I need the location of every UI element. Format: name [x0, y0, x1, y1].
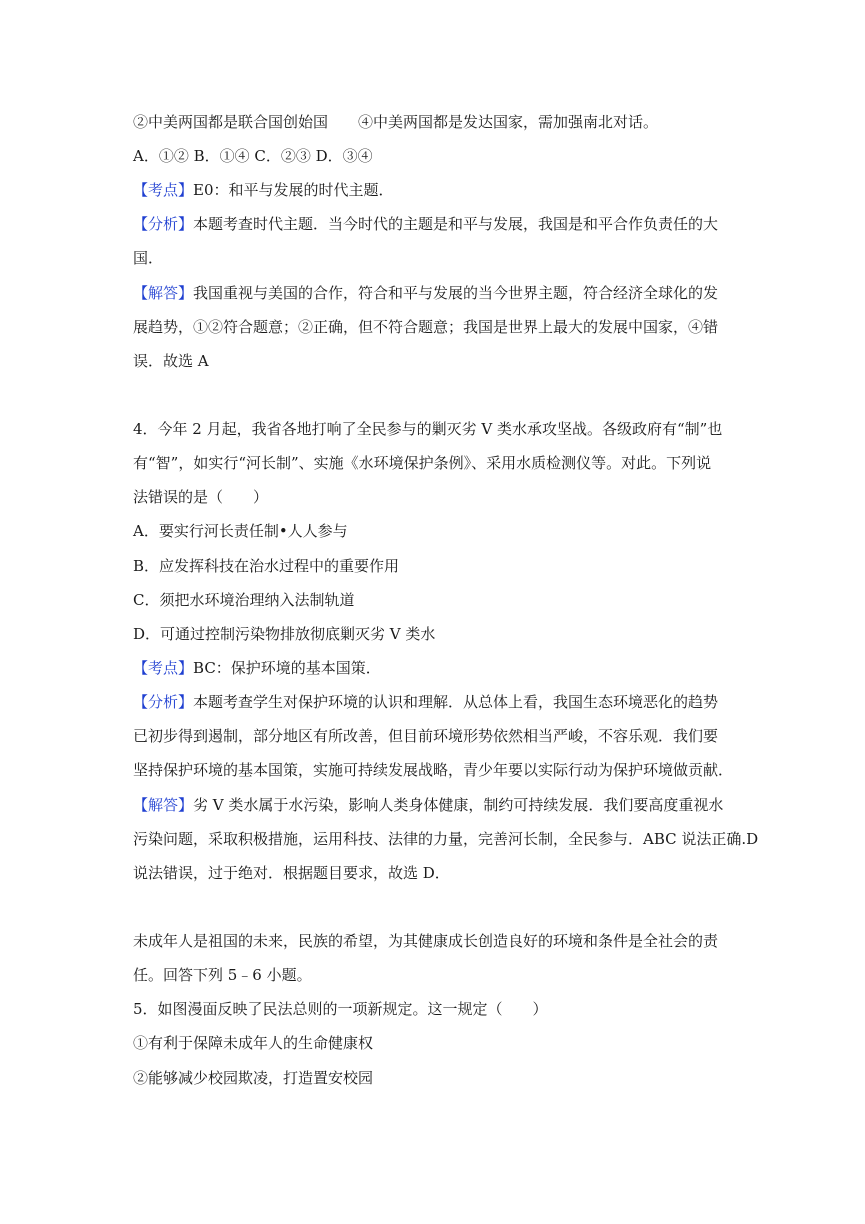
fenxi-tag: 【分析】 [133, 215, 194, 233]
intro-line-1: 未成年人是祖国的未来，民族的希望，为其健康成长创造良好的环境和条件是全社会的责 [133, 932, 719, 950]
fenxi-tag: 【分析】 [133, 693, 194, 711]
q4-option-b: B．应发挥科技在治水过程中的重要作用 [133, 557, 400, 575]
q4-fenxi-cont-2: 坚持保护环境的基本国策，实施可持续发展战略，青少年要以实际行动为保护环境做贡献． [133, 761, 734, 779]
q5-stem: 5．如图漫面反映了民法总则的一项新规定。这一规定（ ） [133, 1000, 548, 1018]
q4-option-d: D．可通过控制污染物排放彻底剿灭劣 V 类水 [133, 625, 436, 643]
kaodian-text: BC：保护环境的基本国策． [193, 659, 381, 677]
q3-item-4: ④中美两国都是发达国家，需加强南北对话。 [358, 113, 659, 131]
jieda-text: 我国重视与美国的合作，符合和平与发展的当今世界主题，符合经济全球化的发 [193, 284, 719, 302]
q5-item-2: ②能够减少校园欺凌，打造置安校园 [133, 1069, 374, 1087]
q5-item-1: ①有利于保障未成年人的生命健康权 [133, 1034, 374, 1052]
jieda-tag: 【解答】 [133, 796, 194, 814]
q4-jieda-cont-1: 污染问题，采取积极措施，运用科技、法律的力量，完善河长制，全民参与．ABC 说法正确.D [133, 830, 759, 848]
q3-jieda-cont-2: 误．故选 A [133, 352, 209, 370]
q4-stem-3: 法错误的是（ ） [133, 488, 269, 506]
q4-jieda-cont-2: 说法错误，过于绝对．根据题目要求，故选 D． [133, 864, 450, 882]
q3-choices: A．①② B．①④ C．②③ D．③④ [133, 147, 373, 165]
fenxi-text: 本题考查时代主题．当今时代的主题是和平与发展，我国是和平合作负责任的大 [193, 215, 719, 233]
q4-fenxi [133, 692, 733, 712]
kaodian-tag: 【考点】 [133, 181, 194, 199]
q4-option-c: C．须把水环境治理纳入法制轨道 [133, 591, 355, 609]
q4-option-a: A．要实行河长责任制•人人参与 [133, 522, 348, 540]
q3-jieda [133, 283, 733, 303]
q3-fenxi [133, 214, 733, 234]
fenxi-text: 本题考查学生对保护环境的认识和理解．从总体上看，我国生态环境恶化的趋势 [193, 693, 719, 711]
kaodian-tag: 【考点】 [133, 659, 194, 677]
q3-jieda-cont-1: 展趋势，①②符合题意；②正确，但不符合题意；我国是世界上最大的发展中国家，④错 [133, 318, 719, 336]
q4-fenxi-cont-1: 已初步得到遏制，部分地区有所改善，但目前环境形势依然相当严峻，不容乐观．我们要 [133, 727, 719, 745]
q4-kaodian [133, 658, 733, 678]
q3-item-2: ②中美两国都是联合国创始国 [133, 113, 329, 131]
q4-stem-2: 有“智”，如实行“河长制”、实施《水环境保护条例》、采用水质检测仪等。对此。下列说 [133, 454, 712, 472]
q3-kaodian [133, 180, 733, 200]
q3-option-line [133, 112, 733, 132]
kaodian-text: E0：和平与发展的时代主题． [193, 181, 394, 199]
q4-jieda [133, 795, 733, 815]
intro-line-2: 任。回答下列 5﹣6 小题。 [133, 966, 312, 984]
jieda-text: 劣 V 类水属于水污染，影响人类身体健康，制约可持续发展．我们要高度重视水 [193, 796, 724, 814]
jieda-tag: 【解答】 [133, 284, 194, 302]
q3-fenxi-cont: 国． [133, 249, 164, 267]
q4-stem-1: 4．今年 2 月起，我省各地打响了全民参与的剿灭劣 V 类水承攻坚战。各级政府有“制”也 [133, 420, 723, 438]
